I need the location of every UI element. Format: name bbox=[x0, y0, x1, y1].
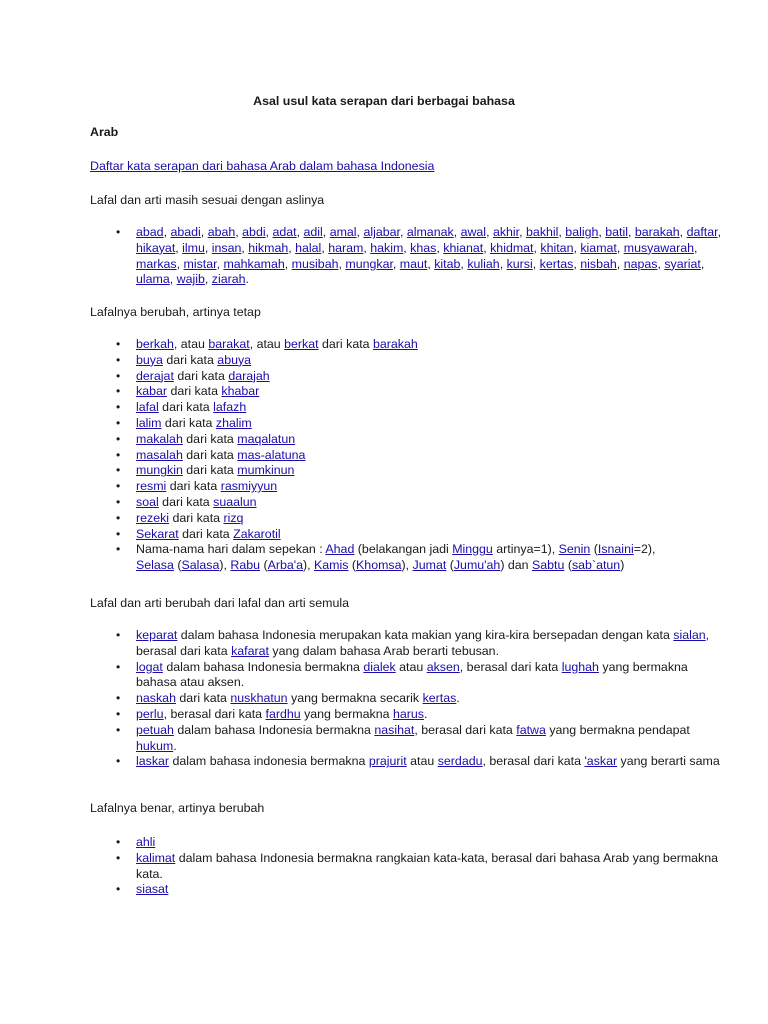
list-item bbox=[136, 463, 730, 479]
word-link[interactable]: hukum bbox=[136, 738, 174, 753]
word-link[interactable]: mungkin bbox=[136, 463, 183, 478]
word-link[interactable]: musibah bbox=[291, 256, 339, 271]
word-link[interactable]: rizq bbox=[223, 510, 244, 525]
word-link[interactable]: nisbah bbox=[580, 256, 617, 271]
plain-text: atau bbox=[395, 659, 427, 674]
word-link[interactable]: hikmah bbox=[248, 240, 289, 255]
word-link[interactable]: zhalim bbox=[215, 415, 252, 430]
list-item bbox=[136, 400, 730, 416]
word-link[interactable]: berkah bbox=[136, 337, 174, 351]
word-link[interactable]: halal bbox=[295, 240, 322, 255]
plain-text: dalam bahasa Indonesia bermakna bbox=[162, 659, 364, 674]
word-link[interactable]: markas bbox=[136, 256, 177, 271]
plain-text: ( bbox=[446, 558, 454, 573]
word-link[interactable]: lafazh bbox=[213, 400, 247, 415]
section-label-lafal-berubah: Lafalnya berubah, artinya tetap bbox=[90, 305, 261, 319]
plain-text: yang bermakna bahasa atau aksen. bbox=[136, 659, 688, 690]
word-link[interactable]: ulama bbox=[136, 272, 170, 287]
plain-text: dari kata bbox=[158, 494, 214, 509]
word-link[interactable]: ilmu bbox=[182, 240, 205, 255]
plain-text: . bbox=[173, 738, 177, 753]
list-item bbox=[136, 723, 730, 755]
word-link[interactable]: Khomsa bbox=[356, 558, 402, 573]
word-link[interactable]: Kamis bbox=[314, 558, 349, 573]
word-link[interactable]: mistar bbox=[183, 256, 217, 271]
word-link[interactable]: adil bbox=[303, 225, 323, 239]
plain-text: dari kata bbox=[175, 691, 231, 706]
word-link[interactable]: kafarat bbox=[231, 643, 269, 658]
list-item bbox=[136, 432, 730, 448]
plain-text: , berasal dari kata bbox=[136, 628, 710, 658]
word-link[interactable]: hikayat bbox=[136, 240, 176, 255]
list-item bbox=[136, 511, 730, 527]
word-link[interactable]: mungkar bbox=[345, 256, 393, 271]
word-list-lafal-arti-berubah bbox=[90, 628, 730, 770]
word-link[interactable]: masalah bbox=[136, 447, 183, 462]
word-link[interactable]: kabar bbox=[136, 384, 167, 399]
plain-text: dari kata bbox=[158, 400, 214, 415]
plain-text: ), bbox=[401, 558, 413, 573]
word-link[interactable]: awal bbox=[460, 225, 487, 239]
list-item bbox=[136, 369, 730, 385]
plain-text: dari kata bbox=[169, 510, 224, 525]
word-link[interactable]: Senin bbox=[558, 542, 591, 557]
plain-text: , atau bbox=[249, 337, 285, 351]
plain-text: , berasal dari kata bbox=[459, 659, 562, 674]
word-link[interactable]: kertas bbox=[422, 691, 457, 706]
word-link[interactable]: nuskhatun bbox=[230, 691, 288, 706]
list-item bbox=[136, 337, 730, 353]
word-link[interactable]: khidmat bbox=[490, 240, 534, 255]
word-link[interactable]: harus bbox=[392, 706, 424, 721]
word-link[interactable]: lughah bbox=[561, 659, 599, 674]
word-link[interactable]: barakat bbox=[208, 337, 250, 351]
plain-text: dalam bahasa indonesia bermakna bbox=[169, 754, 369, 769]
word-link[interactable]: Arba'a bbox=[267, 558, 304, 573]
word-link[interactable]: abadi bbox=[170, 225, 201, 239]
word-link[interactable]: ahli bbox=[136, 835, 156, 849]
plain-text: . bbox=[423, 706, 428, 721]
word-link[interactable]: kalimat bbox=[136, 850, 176, 865]
word-link[interactable]: nasihat bbox=[374, 722, 415, 737]
word-list-sesuai bbox=[90, 225, 730, 288]
word-link[interactable]: khabar bbox=[221, 384, 260, 399]
word-link[interactable]: khitan bbox=[540, 240, 574, 255]
word-link[interactable]: batil bbox=[605, 225, 628, 239]
list-item bbox=[136, 353, 730, 369]
word-link[interactable]: serdadu bbox=[437, 754, 483, 769]
word-link[interactable]: abdi bbox=[242, 225, 266, 239]
page-title: Asal usul kata serapan dari berbagai bahasa bbox=[253, 94, 515, 108]
list-item bbox=[136, 479, 730, 495]
plain-text: dari kata bbox=[182, 447, 238, 462]
word-link[interactable]: barakah bbox=[373, 337, 418, 351]
word-link[interactable]: petuah bbox=[136, 722, 174, 737]
word-link[interactable]: Selasa bbox=[136, 558, 174, 573]
word-link[interactable]: derajat bbox=[136, 368, 174, 383]
plain-text: ) bbox=[620, 558, 625, 573]
word-link[interactable]: Jumat bbox=[412, 558, 447, 573]
word-list-lafal-benar bbox=[90, 835, 730, 898]
plain-text: atau bbox=[406, 754, 438, 769]
word-link[interactable]: Minggu bbox=[452, 542, 493, 557]
word-link[interactable]: Zakarotil bbox=[233, 526, 281, 541]
list-item bbox=[136, 660, 730, 692]
plain-text: dari kata bbox=[173, 368, 229, 383]
word-link[interactable]: barakah bbox=[634, 225, 680, 239]
word-link[interactable]: bakhil bbox=[526, 225, 559, 239]
list-item bbox=[136, 835, 730, 851]
section-label-lafal-benar: Lafalnya benar, artinya berubah bbox=[90, 801, 265, 815]
word-link[interactable]: almanak bbox=[406, 225, 454, 239]
plain-text: ( bbox=[260, 558, 268, 573]
plain-text: ( bbox=[348, 558, 357, 573]
word-link[interactable]: abuya bbox=[217, 352, 252, 367]
section-label-lafal-arti-berubah: Lafal dan arti berubah dari lafal dan arti semula bbox=[90, 596, 349, 610]
word-link[interactable]: Salasa bbox=[181, 558, 220, 573]
plain-text: ), bbox=[303, 558, 315, 573]
plain-text: dari kata bbox=[318, 337, 373, 351]
word-link[interactable]: kertas bbox=[539, 256, 574, 271]
plain-text: , berasal dari kata bbox=[163, 706, 266, 721]
word-link[interactable]: lalim bbox=[136, 415, 162, 430]
plain-text: artinya=1), bbox=[492, 542, 559, 557]
word-link[interactable]: prajurit bbox=[368, 754, 407, 769]
list-item bbox=[136, 416, 730, 432]
word-link[interactable]: Rabu bbox=[230, 558, 260, 573]
plain-text: ), bbox=[219, 558, 231, 573]
plain-text: yang berarti sama bbox=[617, 754, 720, 769]
word-link[interactable]: haram bbox=[328, 240, 364, 255]
word-link[interactable]: insan bbox=[211, 240, 242, 255]
plain-text: dari kata bbox=[178, 526, 234, 541]
list-item-hari bbox=[136, 542, 730, 574]
plain-text: Nama-nama hari dalam sepekan : bbox=[136, 542, 326, 557]
word-link[interactable]: kuliah bbox=[467, 256, 500, 271]
word-link[interactable]: kursi bbox=[506, 256, 533, 271]
section-label-sesuai: Lafal dan arti masih sesuai dengan aslinya bbox=[90, 193, 325, 207]
plain-text: (belakangan jadi bbox=[354, 542, 453, 557]
plain-text: ( bbox=[590, 542, 598, 557]
word-link[interactable]: logat bbox=[136, 659, 163, 674]
word-link[interactable]: hakim bbox=[370, 240, 404, 255]
list-item-word-links: • abad, abadi, abah, abdi, adat, adil, amal, aljabar, almanak, awal, akhir, bakhil, baligh, batil, barakah, daftar, hikayat, ilmu, insan, hikmah, halal, haram, hakim, khas, khianat, khidmat, khitan, kiamat, musyawarah, markas, mistar, mahkamah, musibah, mungkar, maut, kitab, kuliah, kursi, kertas, nisbah, napas, syariat, ulama, wajib, ziarah. bbox=[136, 225, 730, 288]
word-link[interactable]: abah bbox=[207, 225, 236, 239]
word-link[interactable]: sialan bbox=[673, 628, 706, 642]
word-list-lafal-berubah bbox=[90, 337, 730, 574]
word-link[interactable]: ziarah bbox=[211, 272, 246, 287]
word-link[interactable]: syariat bbox=[664, 256, 701, 271]
word-link[interactable]: Sekarat bbox=[136, 526, 179, 541]
word-link[interactable]: mahkamah bbox=[223, 256, 285, 271]
daftar-kata-serapan-link[interactable]: Daftar kata serapan dari bahasa Arab dalam bahasa Indonesia bbox=[90, 159, 435, 173]
word-link[interactable]: adat bbox=[272, 225, 297, 239]
word-link[interactable]: fardhu bbox=[265, 706, 301, 721]
word-link[interactable]: baligh bbox=[565, 225, 599, 239]
word-link[interactable]: soal bbox=[136, 494, 159, 509]
word-link[interactable]: siasat bbox=[136, 882, 169, 897]
word-link[interactable]: Ahad bbox=[325, 542, 355, 557]
plain-text: ( bbox=[564, 558, 572, 573]
word-link[interactable]: perlu bbox=[136, 706, 164, 721]
plain-text: ) dan bbox=[500, 558, 532, 573]
word-link[interactable]: musyawarah bbox=[623, 240, 694, 255]
word-link[interactable]: amal bbox=[329, 225, 357, 239]
word-link[interactable]: Sabtu bbox=[532, 558, 565, 573]
word-link[interactable]: lafal bbox=[136, 400, 159, 415]
plain-text: dari kata bbox=[161, 415, 216, 430]
list-item bbox=[136, 527, 730, 543]
plain-text: dari kata bbox=[162, 352, 218, 367]
plain-text: dalam bahasa Indonesia bermakna rangkaian kata-kata, berasal dari bahasa Arab yang bermakna kata. bbox=[136, 850, 719, 881]
plain-text: . bbox=[456, 691, 460, 706]
word-link[interactable]: naskah bbox=[136, 691, 176, 706]
plain-text: dari kata bbox=[182, 431, 238, 446]
word-link[interactable]: khianat bbox=[443, 240, 484, 255]
plain-text: ( bbox=[173, 558, 182, 573]
list-item bbox=[136, 628, 730, 660]
word-link[interactable]: berkat bbox=[284, 337, 319, 351]
word-link[interactable]: buya bbox=[136, 352, 163, 367]
daftar-paragraph bbox=[90, 158, 434, 174]
section-heading-arab: Arab bbox=[90, 125, 119, 139]
word-link[interactable]: mas-alatuna bbox=[237, 447, 306, 462]
word-link[interactable]: khas bbox=[410, 240, 437, 255]
plain-text: dalam bahasa Indonesia merupakan kata makian yang kira-kira bersepadan dengan kata bbox=[177, 628, 674, 642]
word-link[interactable]: kiamat bbox=[580, 240, 617, 255]
plain-text: yang bermakna bbox=[300, 706, 393, 721]
word-link[interactable]: fatwa bbox=[516, 722, 546, 737]
word-link[interactable]: Jumu'ah bbox=[453, 558, 501, 573]
list-item bbox=[136, 851, 730, 883]
plain-text: dalam bahasa Indonesia bermakna bbox=[173, 722, 375, 737]
word-link[interactable]: laskar bbox=[136, 754, 170, 769]
plain-text: dari kata bbox=[167, 384, 222, 399]
plain-text: , berasal dari kata bbox=[414, 722, 517, 737]
word-link[interactable]: sab`atun bbox=[571, 558, 621, 573]
list-item bbox=[136, 707, 730, 723]
word-link[interactable]: suaalun bbox=[213, 494, 257, 509]
word-link[interactable]: aljabar bbox=[363, 225, 400, 239]
plain-text: =2), bbox=[633, 542, 656, 557]
plain-text: dari kata bbox=[166, 479, 221, 494]
list-item bbox=[136, 691, 730, 707]
word-link[interactable]: darajah bbox=[228, 368, 270, 383]
word-link[interactable]: rezeki bbox=[136, 510, 170, 525]
word-link[interactable]: makalah bbox=[136, 431, 183, 446]
plain-text: yang bermakna pendapat bbox=[545, 722, 690, 737]
word-link[interactable]: akhir bbox=[492, 225, 520, 239]
word-link[interactable]: rasmiyyun bbox=[220, 479, 278, 494]
word-link[interactable]: Isnaini bbox=[597, 542, 634, 557]
word-link[interactable]: 'askar bbox=[584, 754, 618, 769]
word-link[interactable]: kitab bbox=[434, 256, 461, 271]
word-link[interactable]: abad bbox=[136, 225, 164, 239]
word-link[interactable]: resmi bbox=[136, 479, 167, 494]
word-link[interactable]: keparat bbox=[136, 628, 178, 642]
plain-text: yang dalam bahasa Arab berarti tebusan. bbox=[268, 643, 500, 658]
plain-text: yang bermakna secarik bbox=[287, 691, 423, 706]
word-link[interactable]: aksen bbox=[426, 659, 460, 674]
list-item bbox=[136, 448, 730, 464]
word-link[interactable]: napas bbox=[623, 256, 658, 271]
word-link[interactable]: wajib bbox=[176, 272, 205, 287]
word-link[interactable]: dialek bbox=[363, 659, 396, 674]
list-item bbox=[136, 882, 730, 898]
list-item bbox=[136, 754, 730, 770]
word-link[interactable]: maut bbox=[399, 256, 428, 271]
plain-text: , berasal dari kata bbox=[482, 754, 585, 769]
word-link[interactable]: daftar bbox=[686, 225, 718, 239]
plain-text: , atau bbox=[173, 337, 209, 351]
plain-text: dari kata bbox=[182, 463, 238, 478]
list-item bbox=[136, 495, 730, 511]
list-item bbox=[136, 384, 730, 400]
word-link[interactable]: mumkinun bbox=[237, 463, 295, 478]
word-link[interactable]: maqalatun bbox=[237, 431, 296, 446]
